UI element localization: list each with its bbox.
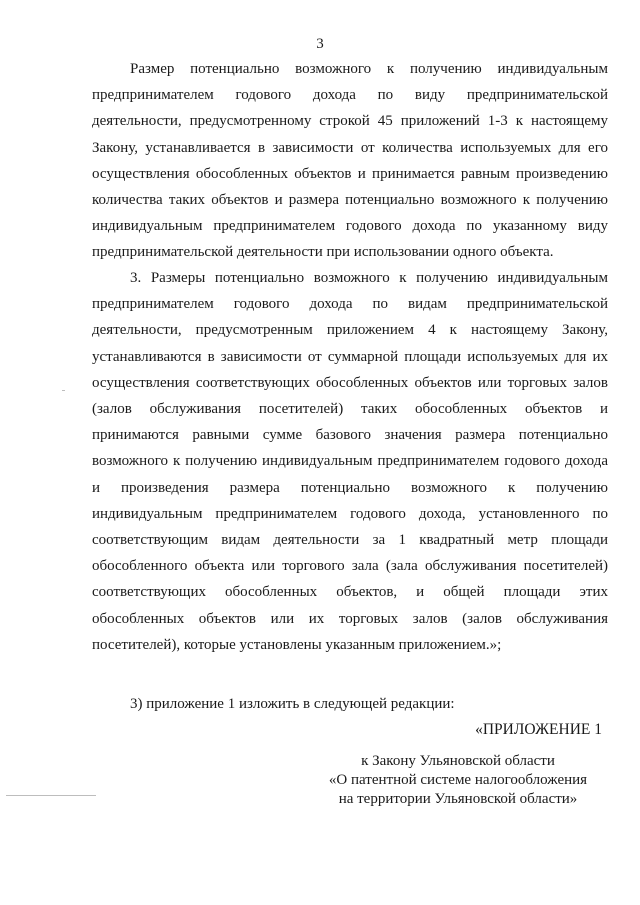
scan-artifact-line <box>6 795 96 796</box>
scan-artifact-dot <box>62 390 65 391</box>
page-number: 3 <box>316 36 324 52</box>
paragraph-appendix-amendment: 3) приложение 1 изложить в следующей редакции: <box>130 696 455 712</box>
appendix-ref-line-3: на территории Ульяновской области» <box>338 791 578 807</box>
paragraph-item-3-area-based-income: 3. Размеры потенциально возможного к получению индивидуальным предпринимателем годового дохода по видам предпринимательской деятельности, предусмотренным приложением 4 к настоящему Закону, устанавливаются в зависимости от суммарной площади используемых для их осуществления соответствующих обособленных объектов или торговых залов (залов обслуживания посетителей) таких обособленных объектов и принимаются равными сумме базового значения размера потенциально возможного к получению индивидуальным предпринимателем годового дохода и произведения размера потенциально возможного к получению индивидуальным предпринимателем годового дохода, установленного по соответствующим видам деятельности за 1 квадратный метр площади обособленного объекта или торгового зала (зала обслуживания посетителей) соответствующих обособленных объектов, и общей площади этих обособленных объектов или их торговых залов (залов обслуживания посетителей), которые установлены указанным приложением.»; <box>92 270 608 653</box>
appendix-reference <box>308 752 608 809</box>
appendix-title: «ПРИЛОЖЕНИЕ 1 <box>475 721 602 738</box>
appendix-ref-line-1: к Закону Ульяновской области <box>361 753 555 769</box>
appendix-ref-line-2: «О патентной системе налогообложения <box>328 772 588 788</box>
paragraph-potential-income-by-objects: Размер потенциально возможного к получению индивидуальным предпринимателем годового дохода по виду предпринимательской деятельности, предусмотренному строкой 45 приложений 1-3 к настоящему Закону, устанавливается в зависимости от количества используемых для его осуществления обособленных объектов и принимается равным произведению количества таких объектов и размера потенциально возможного к получению индивидуальным предпринимателем годового дохода по указанному виду предпринимательской деятельности при использовании одного объекта. <box>92 61 608 261</box>
